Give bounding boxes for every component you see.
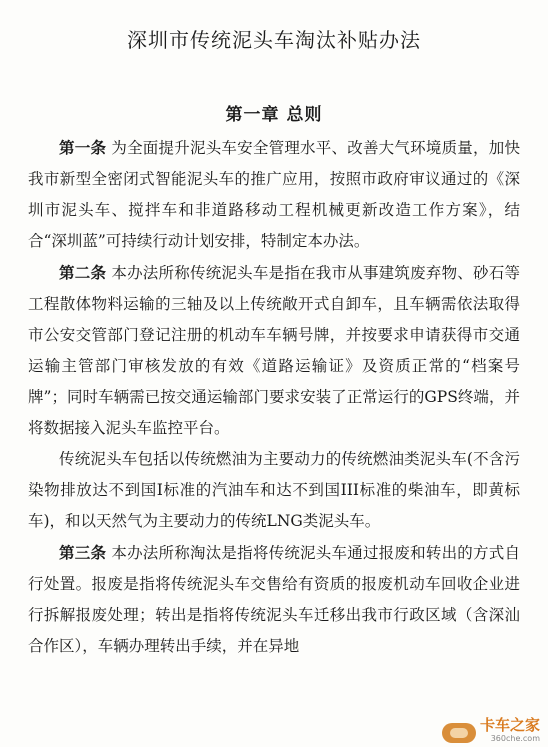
article-1 (28, 132, 520, 257)
watermark-brand: 卡车之家 (479, 716, 540, 734)
article-text: 传统泥头车包括以传统燃油为主要动力的传统燃油类泥头车(不含污染物排放达不到国I标准的汽油车和达不到国III标准的柴油车，即黄标车)，和以天然气为主要动力的传统LNG类泥头车。 (28, 450, 520, 530)
document-title: 深圳市传统泥头车淘汰补贴办法 (127, 28, 421, 52)
truck-logo-icon (442, 723, 476, 743)
article-text: 本办法所称传统泥头车是指在我市从事建筑废弃物、砂石等工程散体物料运输的三轴及以上传统敞开式自卸车，且车辆需依法取得市公安交管部门登记注册的机动车车辆号牌，并按要求申请获得市交通运输主管部门审核发放的有效《道路运输证》及资质正常的“档案号牌”；同时车辆需已按交通运输部门要求安装了正常运行的GPS终端，并将数据接入泥头车监控平台。 (28, 264, 520, 437)
article-2 (28, 257, 520, 444)
watermark (442, 718, 540, 743)
article-label: 第二条 (59, 263, 107, 282)
chapter-heading: 第一章 总则 (225, 105, 323, 125)
article-label: 第一条 (59, 138, 107, 157)
article-text: 本办法所称淘汰是指将传统泥头车通过报废和转出的方式自行处置。报废是指将传统泥头车交售给有资质的报废机动车回收企业进行拆解报废处理；转出是指将传统泥头车迁移出我市行政区域（含深汕合作区），车辆办理转出手续，并在异地 (28, 544, 520, 655)
document-body (28, 132, 520, 662)
watermark-url: 360che.com (490, 734, 540, 743)
article-3 (28, 537, 520, 662)
article-2-continued (28, 444, 520, 537)
article-label: 第三条 (59, 543, 107, 562)
article-text: 为全面提升泥头车安全管理水平、改善大气环境质量，加快我市新型全密闭式智能泥头车的推广应用，按照市政府审议通过的《深圳市泥头车、搅拌车和非道路移动工程机械更新改造工作方案》，结合“深圳蓝”可持续行动计划安排，特制定本办法。 (28, 139, 520, 250)
watermark-text (480, 718, 540, 743)
